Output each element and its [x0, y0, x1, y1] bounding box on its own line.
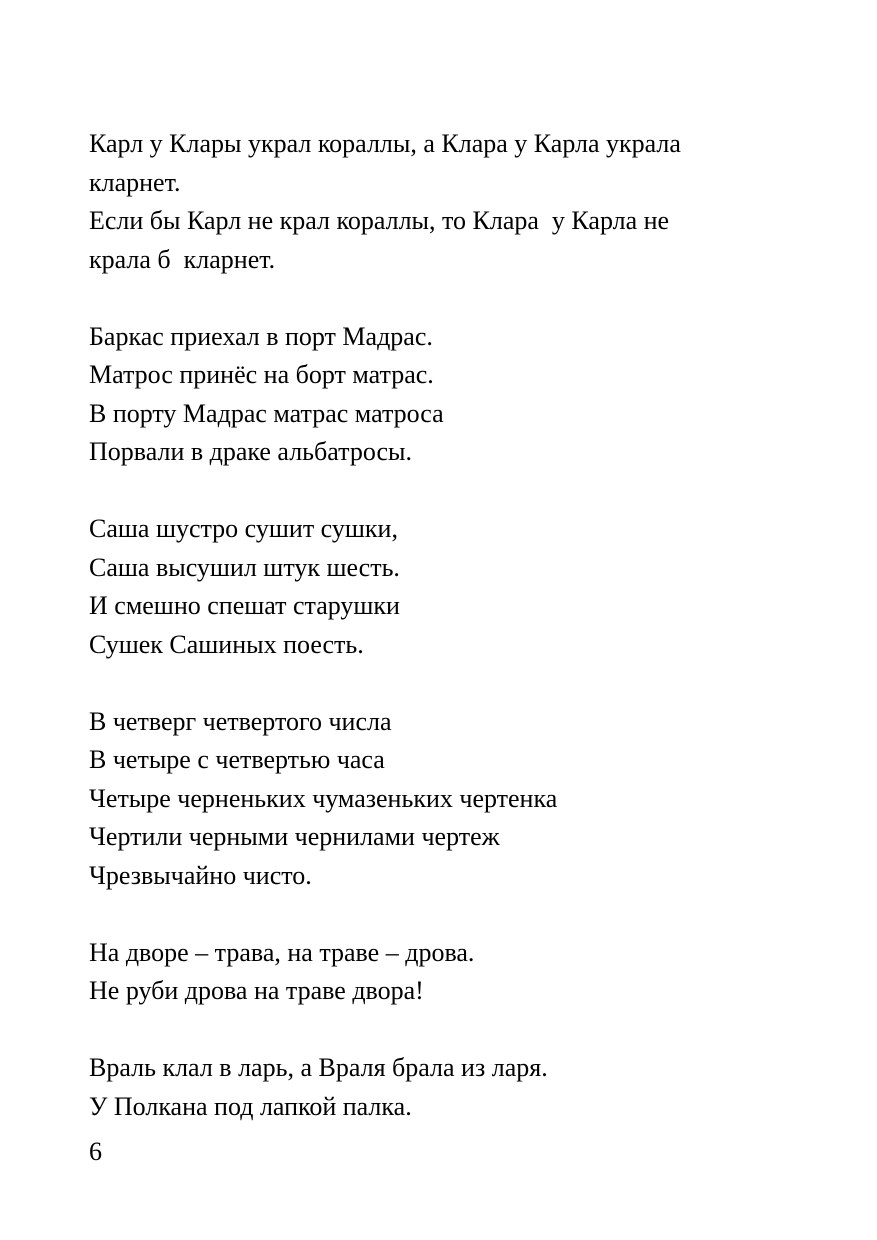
text-line: Чертили черными чернилами чертеж — [89, 822, 500, 851]
text-line: Если бы Карл не крал кораллы, то Клара у Карла не — [89, 206, 670, 235]
text-line: Саша шустро сушит сушки, — [89, 514, 398, 543]
text-line: Порвали в драке альбатросы. — [89, 437, 412, 466]
text-line: Саша высушил штук шесть. — [89, 552, 400, 582]
text-line: крала б кларнет. — [89, 244, 276, 274]
text-line: Сушек Сашиных поесть. — [89, 629, 364, 659]
text-line: У Полкана под лапкой палка. — [89, 1091, 412, 1121]
text-line: На дворе – трава, на траве – дрова. — [89, 937, 475, 967]
text-line: Не руби дрова на траве двора! — [89, 976, 424, 1005]
page-number: 6 — [89, 1137, 102, 1166]
text-line: Четыре черненьких чумазеньких чертенка — [89, 783, 558, 813]
stanza-1 — [89, 125, 809, 279]
text-line: Матрос принёс на борт матрас. — [89, 360, 434, 389]
text-line: Баркас приехал в порт Мадрас. — [89, 321, 433, 351]
stanza-5 — [89, 934, 809, 1011]
text-line: В порту Мадрас матрас матроса — [89, 398, 444, 428]
stanza-4 — [89, 703, 809, 896]
text-line: И смешно спешат старушки — [89, 591, 400, 620]
stanza-6 — [89, 1049, 809, 1126]
text-line: Чрезвычайно чисто. — [89, 860, 312, 890]
text-line: кларнет. — [89, 167, 181, 197]
stanza-3 — [89, 510, 809, 664]
text-line: В четверг четвертого числа — [89, 706, 392, 736]
text-line: В четыре с четвертью часа — [89, 745, 385, 774]
text-line: Карл у Клары украл кораллы, а Клара у Карла украла — [89, 129, 681, 158]
text-body — [89, 125, 809, 1165]
stanza-2 — [89, 318, 809, 472]
text-line: Враль клал в ларь, а Враля брала из ларя. — [89, 1053, 548, 1082]
